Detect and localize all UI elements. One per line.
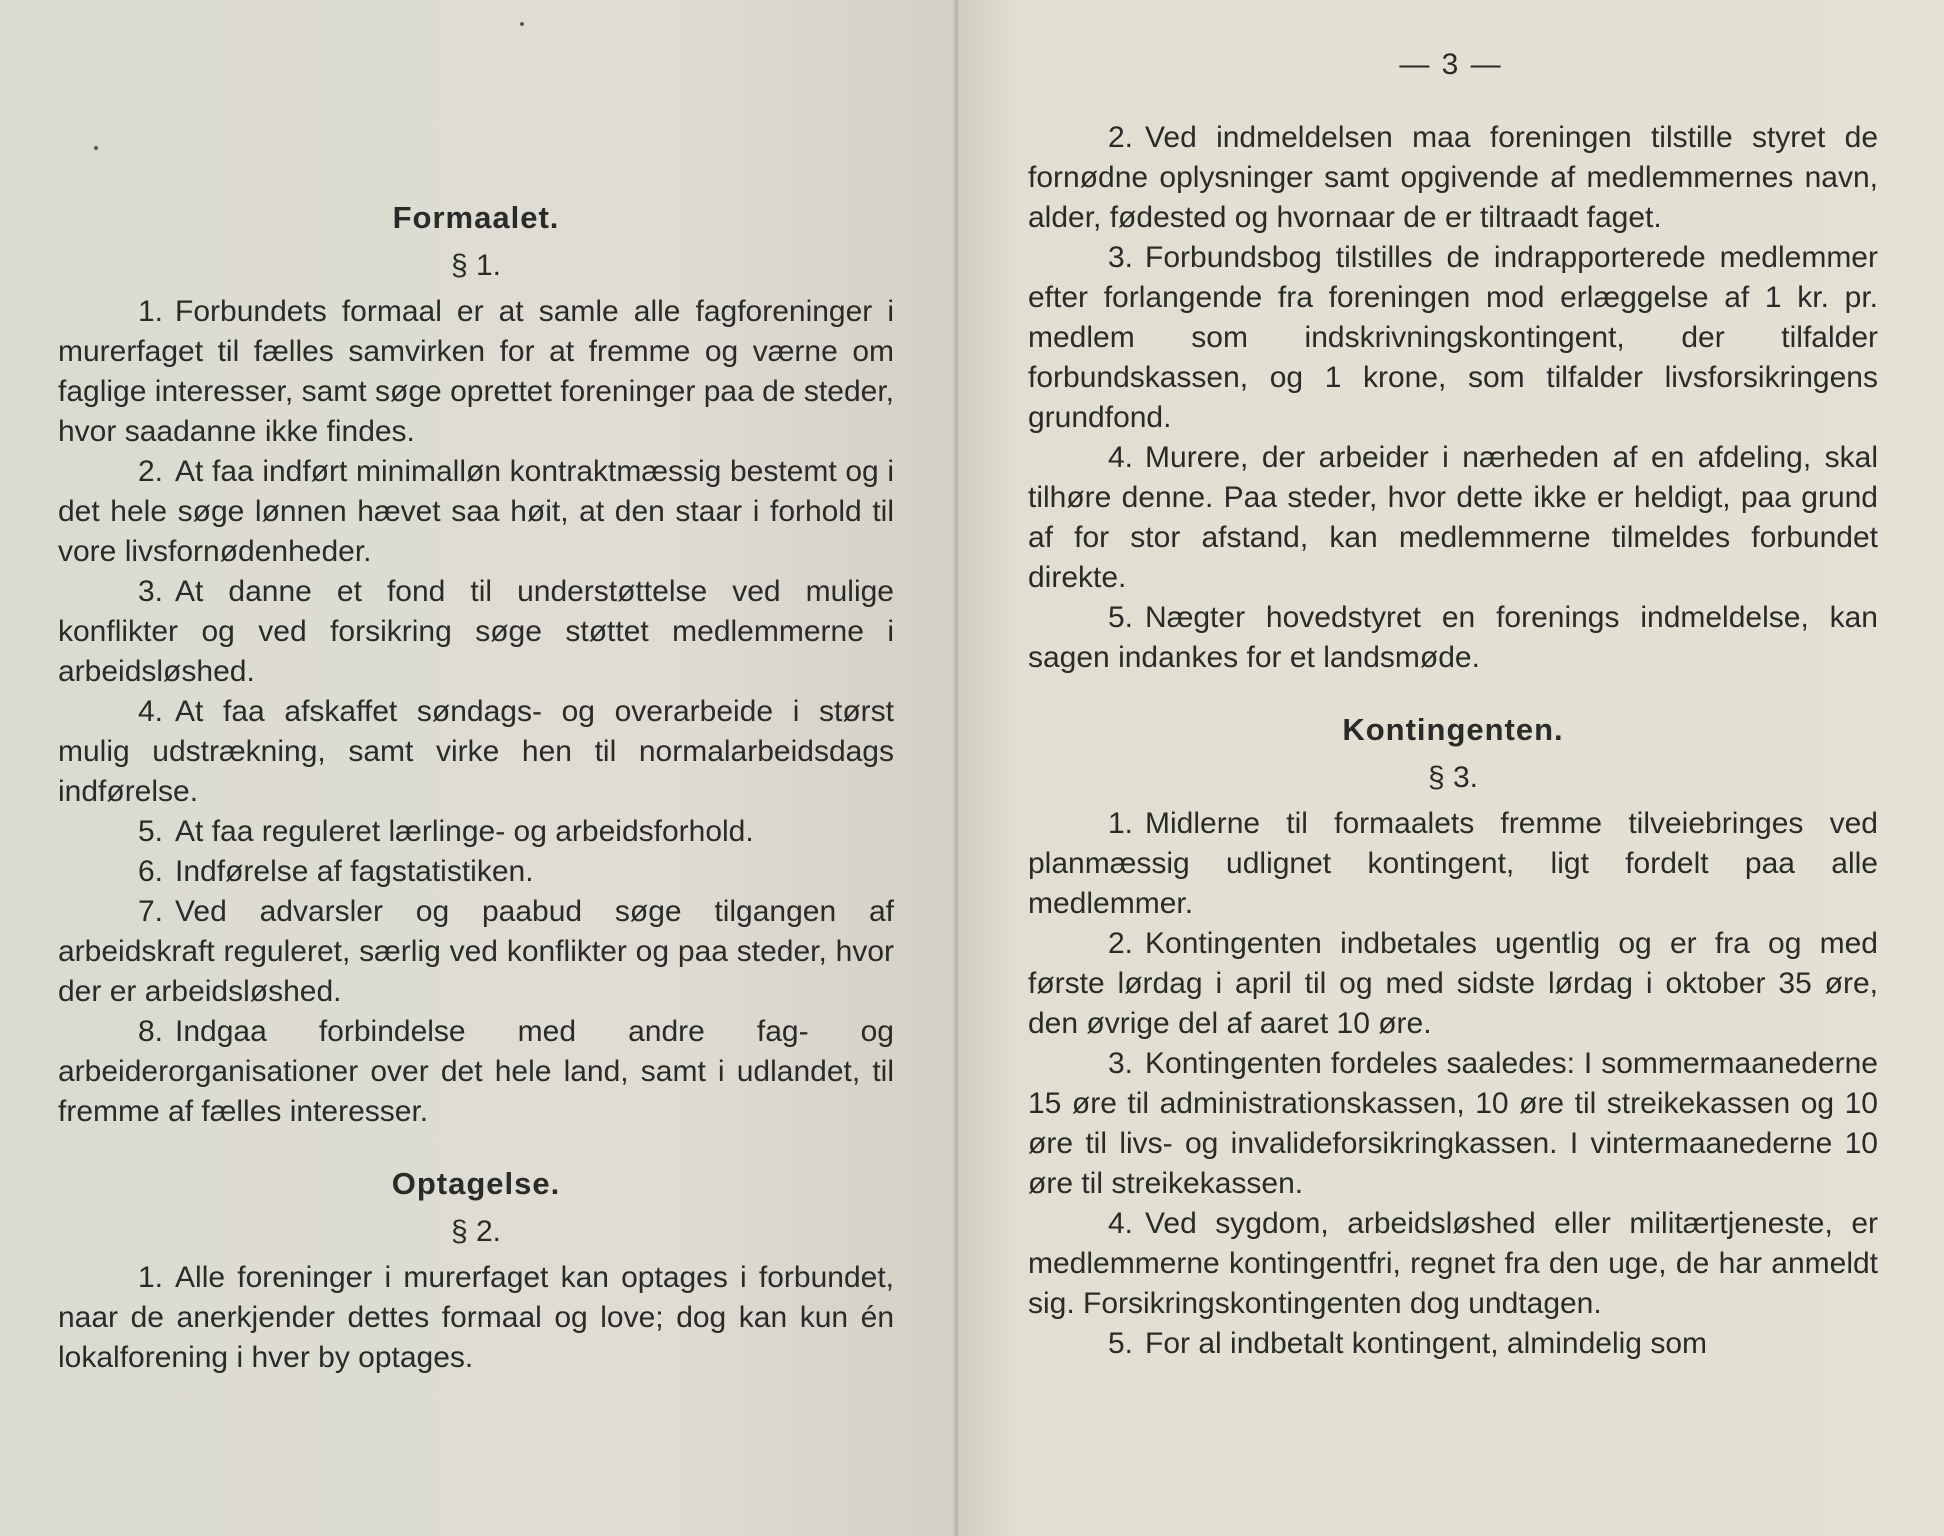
section-heading: Formaalet. <box>392 200 560 235</box>
continued-paragraphs <box>1028 118 1878 678</box>
paragraph: 2. At faa indført minimalløn kontraktmæssig bestemt og i det hele søge lønnen hævet saa høit, at den staar i forhold til vore livsfornødenheder. <box>58 455 894 568</box>
paragraph: 4. Ved sygdom, arbeidsløshed eller militærtjeneste, er medlemmerne kontingentfri, regnet fra den uge, de har anmeldt sig. Forsikringskontingenten dog undtagen. <box>1028 1207 1878 1320</box>
paper-speck <box>94 146 98 150</box>
paragraph: 1. Alle foreninger i murerfaget kan optages i forbundet, naar de anerkjender dettes formaal og love; dog kan kun én lokalforening i hver by optages. <box>58 1261 894 1374</box>
section-kontingenten <box>1028 712 1878 1364</box>
section-mark: § 3. <box>1427 761 1479 794</box>
paragraph: 5. For al indbetalt kontingent, almindelig som <box>1108 1327 1708 1360</box>
right-page <box>958 0 1944 1536</box>
section-mark: § 2. <box>450 1215 502 1248</box>
paragraph: 4. At faa afskaffet søndags- og overarbeide i størst mulig udstrækning, samt virke hen til normalarbeidsdags indførelse. <box>58 695 894 808</box>
paragraph: 1. Forbundets formaal er at samle alle fagforeninger i murerfaget til fælles samvirken for at fremme og værne om faglige interesser, samt søge oprettet foreninger paa de steder, hvor saadanne ikke findes. <box>58 295 894 448</box>
section-heading: Optagelse. <box>391 1166 561 1201</box>
paragraph: 7. Ved advarsler og paabud søge tilgangen af arbeidskraft reguleret, særlig ved konflikter og paa steder, hvor der er arbeidsløshed. <box>58 895 894 1008</box>
paragraph: 3. At danne et fond til understøttelse ved mulige konflikter og ved forsikring søge støttet medlemmerne i arbeidsløshed. <box>58 575 894 688</box>
paper-speck <box>520 22 524 26</box>
paragraph: 6. Indførelse af fagstatistiken. <box>138 855 534 888</box>
section-heading: Kontingenten. <box>1342 712 1564 747</box>
paragraph: 2. Kontingenten indbetales ugentlig og er fra og med første lørdag i april til og med sidste lørdag i oktober 35 øre, den øvrige del af aaret 10 øre. <box>1028 927 1878 1040</box>
section-optagelse <box>58 1166 894 1378</box>
left-page <box>0 0 958 1536</box>
paragraph: 4. Murere, der arbeider i nærheden af en afdeling, skal tilhøre denne. Paa steder, hvor dette ikke er heldigt, paa grund af for stor afstand, kan medlemmerne tilmeldes forbundet direkte. <box>1028 441 1878 594</box>
paragraph: 3. Forbundsbog tilstilles de indrapporterede medlemmer efter forlangende fra foreningen mod erlæggelse af 1 kr. pr. medlem som indskrivningskontingent, der tilfalder forbundskassen, og 1 krone, som tilfalder livsforsikringens grundfond. <box>1028 241 1878 434</box>
left-text-column <box>58 200 894 1378</box>
paragraph: 1. Midlerne til formaalets fremme tilveiebringes ved planmæssig udlignet kontingent, ligt fordelt paa alle medlemmer. <box>1028 807 1878 920</box>
right-text-column <box>1028 118 1878 1364</box>
page-number: — 3 — <box>1399 48 1503 81</box>
paragraph: 3. Kontingenten fordeles saaledes: I sommermaanederne 15 øre til administrationskassen, 10 øre til streikekassen og 10 øre til livs- og invalideforsikringkassen. I vintermaanederne 10 øre til streikekassen. <box>1028 1047 1878 1200</box>
section-mark: § 1. <box>450 249 502 282</box>
section-formaalet <box>58 200 894 1132</box>
paragraph: 5. Nægter hovedstyret en forenings indmeldelse, kan sagen indankes for et landsmøde. <box>1028 601 1878 674</box>
paragraph: 8. Indgaa forbindelse med andre fag- og arbeiderorganisationer over det hele land, samt i udlandet, til fremme af fælles interesser. <box>58 1015 894 1128</box>
paragraph: 2. Ved indmeldelsen maa foreningen tilstille styret de fornødne oplysninger samt opgivende af medlemmernes navn, alder, fødested og hvornaar de er tiltraadt faget. <box>1028 121 1878 234</box>
paragraph: 5. At faa reguleret lærlinge- og arbeidsforhold. <box>138 815 754 848</box>
